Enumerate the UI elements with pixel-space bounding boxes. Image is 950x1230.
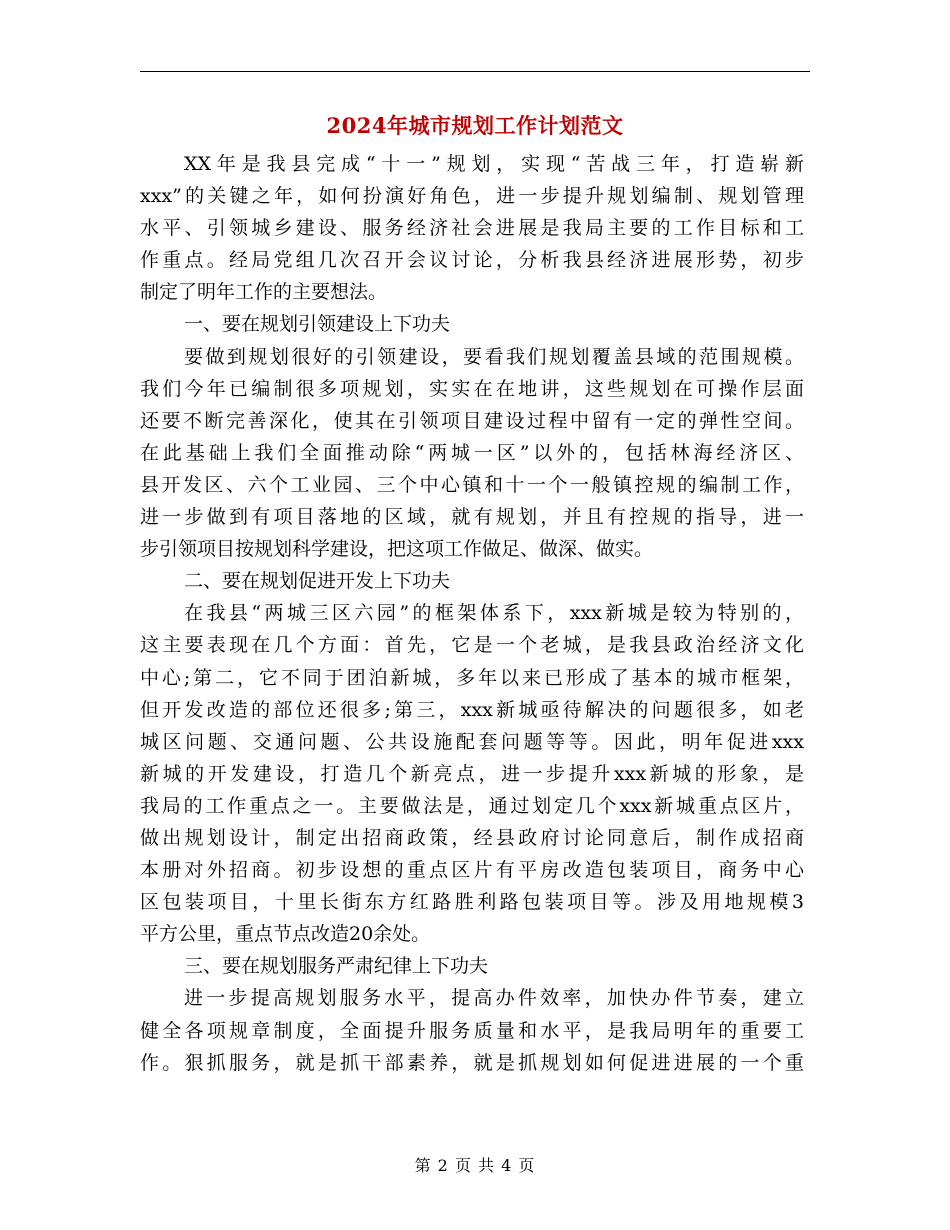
body-text-line: 县开发区、六个工业园、三个中心镇和十一个一般镇控规的编制工作， — [140, 473, 804, 496]
page-number-footer: 第 2 页 共 4 页 — [414, 1156, 536, 1175]
body-text-line: 新城的开发建设，打造几个新亮点，进一步提升xxx新城的形象，是 — [140, 762, 804, 785]
body-text-line: 三、要在规划服务严肃纪律上下功夫 — [184, 955, 489, 978]
body-text-line: 还要不断完善深化，使其在引领项目建设过程中留有一定的弹性空间。 — [140, 409, 804, 432]
body-text-line: 在此基础上我们全面推动除“两城一区”以外的，包括林海经济区、 — [140, 441, 804, 464]
body-text-line: 作重点。经局党组几次召开会议讨论，分析我县经济进展形势，初步 — [140, 249, 804, 272]
body-text-line: 本册对外招商。初步设想的重点区片有平房改造包装项目，商务中心 — [140, 859, 804, 882]
body-text-line: 这主要表现在几个方面：首先，它是一个老城，是我县政治经济文化 — [140, 634, 804, 657]
body-text-line: 健全各项规章制度，全面提升服务质量和水平，是我局明年的重要工 — [140, 1019, 804, 1042]
body-text-line: 进一步做到有项目落地的区域，就有规划，并且有控规的指导，进一 — [140, 506, 804, 529]
body-text-line: 做出规划设计，制定出招商政策，经县政府讨论同意后，制作成招商 — [140, 826, 804, 849]
header-rule — [140, 71, 810, 72]
body-text-line: 水平、引领城乡建设、服务经济社会进展是我局主要的工作目标和工 — [140, 217, 804, 240]
body-text-line: 二、要在规划促进开发上下功夫 — [184, 570, 451, 593]
body-text-line: 但开发改造的部位还很多;第三，xxx新城亟待解决的问题很多，如老 — [140, 698, 804, 721]
body-text-line: 步引领项目按规划科学建设，把这项工作做足、做深、做实。 — [140, 538, 654, 561]
body-text-line: 区包装项目，十里长街东方红路胜利路包装项目等。涉及用地规模3 — [140, 891, 804, 914]
body-text-line: 中心;第二，它不同于团泊新城，多年以来已形成了基本的城市框架， — [140, 666, 804, 689]
body-text-line: 我们今年已编制很多项规划，实实在在地讲，这些规划在可操作层面 — [140, 377, 804, 400]
body-text-line: XX年是我县完成“十一”规划，实现“苦战三年，打造崭新 — [184, 153, 804, 175]
body-text-line: 我局的工作重点之一。主要做法是，通过划定几个xxx新城重点区片， — [140, 794, 804, 817]
body-text-line: 作。狠抓服务，就是抓干部素养，就是抓规划如何促进进展的一个重 — [140, 1051, 804, 1074]
document-title: 2024年城市规划工作计划范文 — [326, 113, 624, 138]
body-text-line: 城区问题、交通问题、公共设施配套问题等等。因此，明年促进xxx — [140, 730, 804, 753]
body-text-line: xxx”的关键之年，如何扮演好角色，进一步提升规划编制、规划管理 — [140, 185, 804, 208]
body-text-line: 平方公里，重点节点改造20余处。 — [140, 923, 431, 946]
body-text-line: 制定了明年工作的主要想法。 — [140, 281, 388, 304]
body-text-line: 一、要在规划引领建设上下功夫 — [184, 313, 451, 336]
body-text-line: 进一步提高规划服务水平，提高办件效率，加快办件节奏，建立 — [184, 987, 804, 1010]
body-text-line: 在我县“两城三区六园”的框架体系下，xxx新城是较为特别的， — [184, 602, 804, 625]
body-text-line: 要做到规划很好的引领建设，要看我们规划覆盖县域的范围规模。 — [184, 345, 804, 368]
document-body — [140, 148, 804, 1079]
